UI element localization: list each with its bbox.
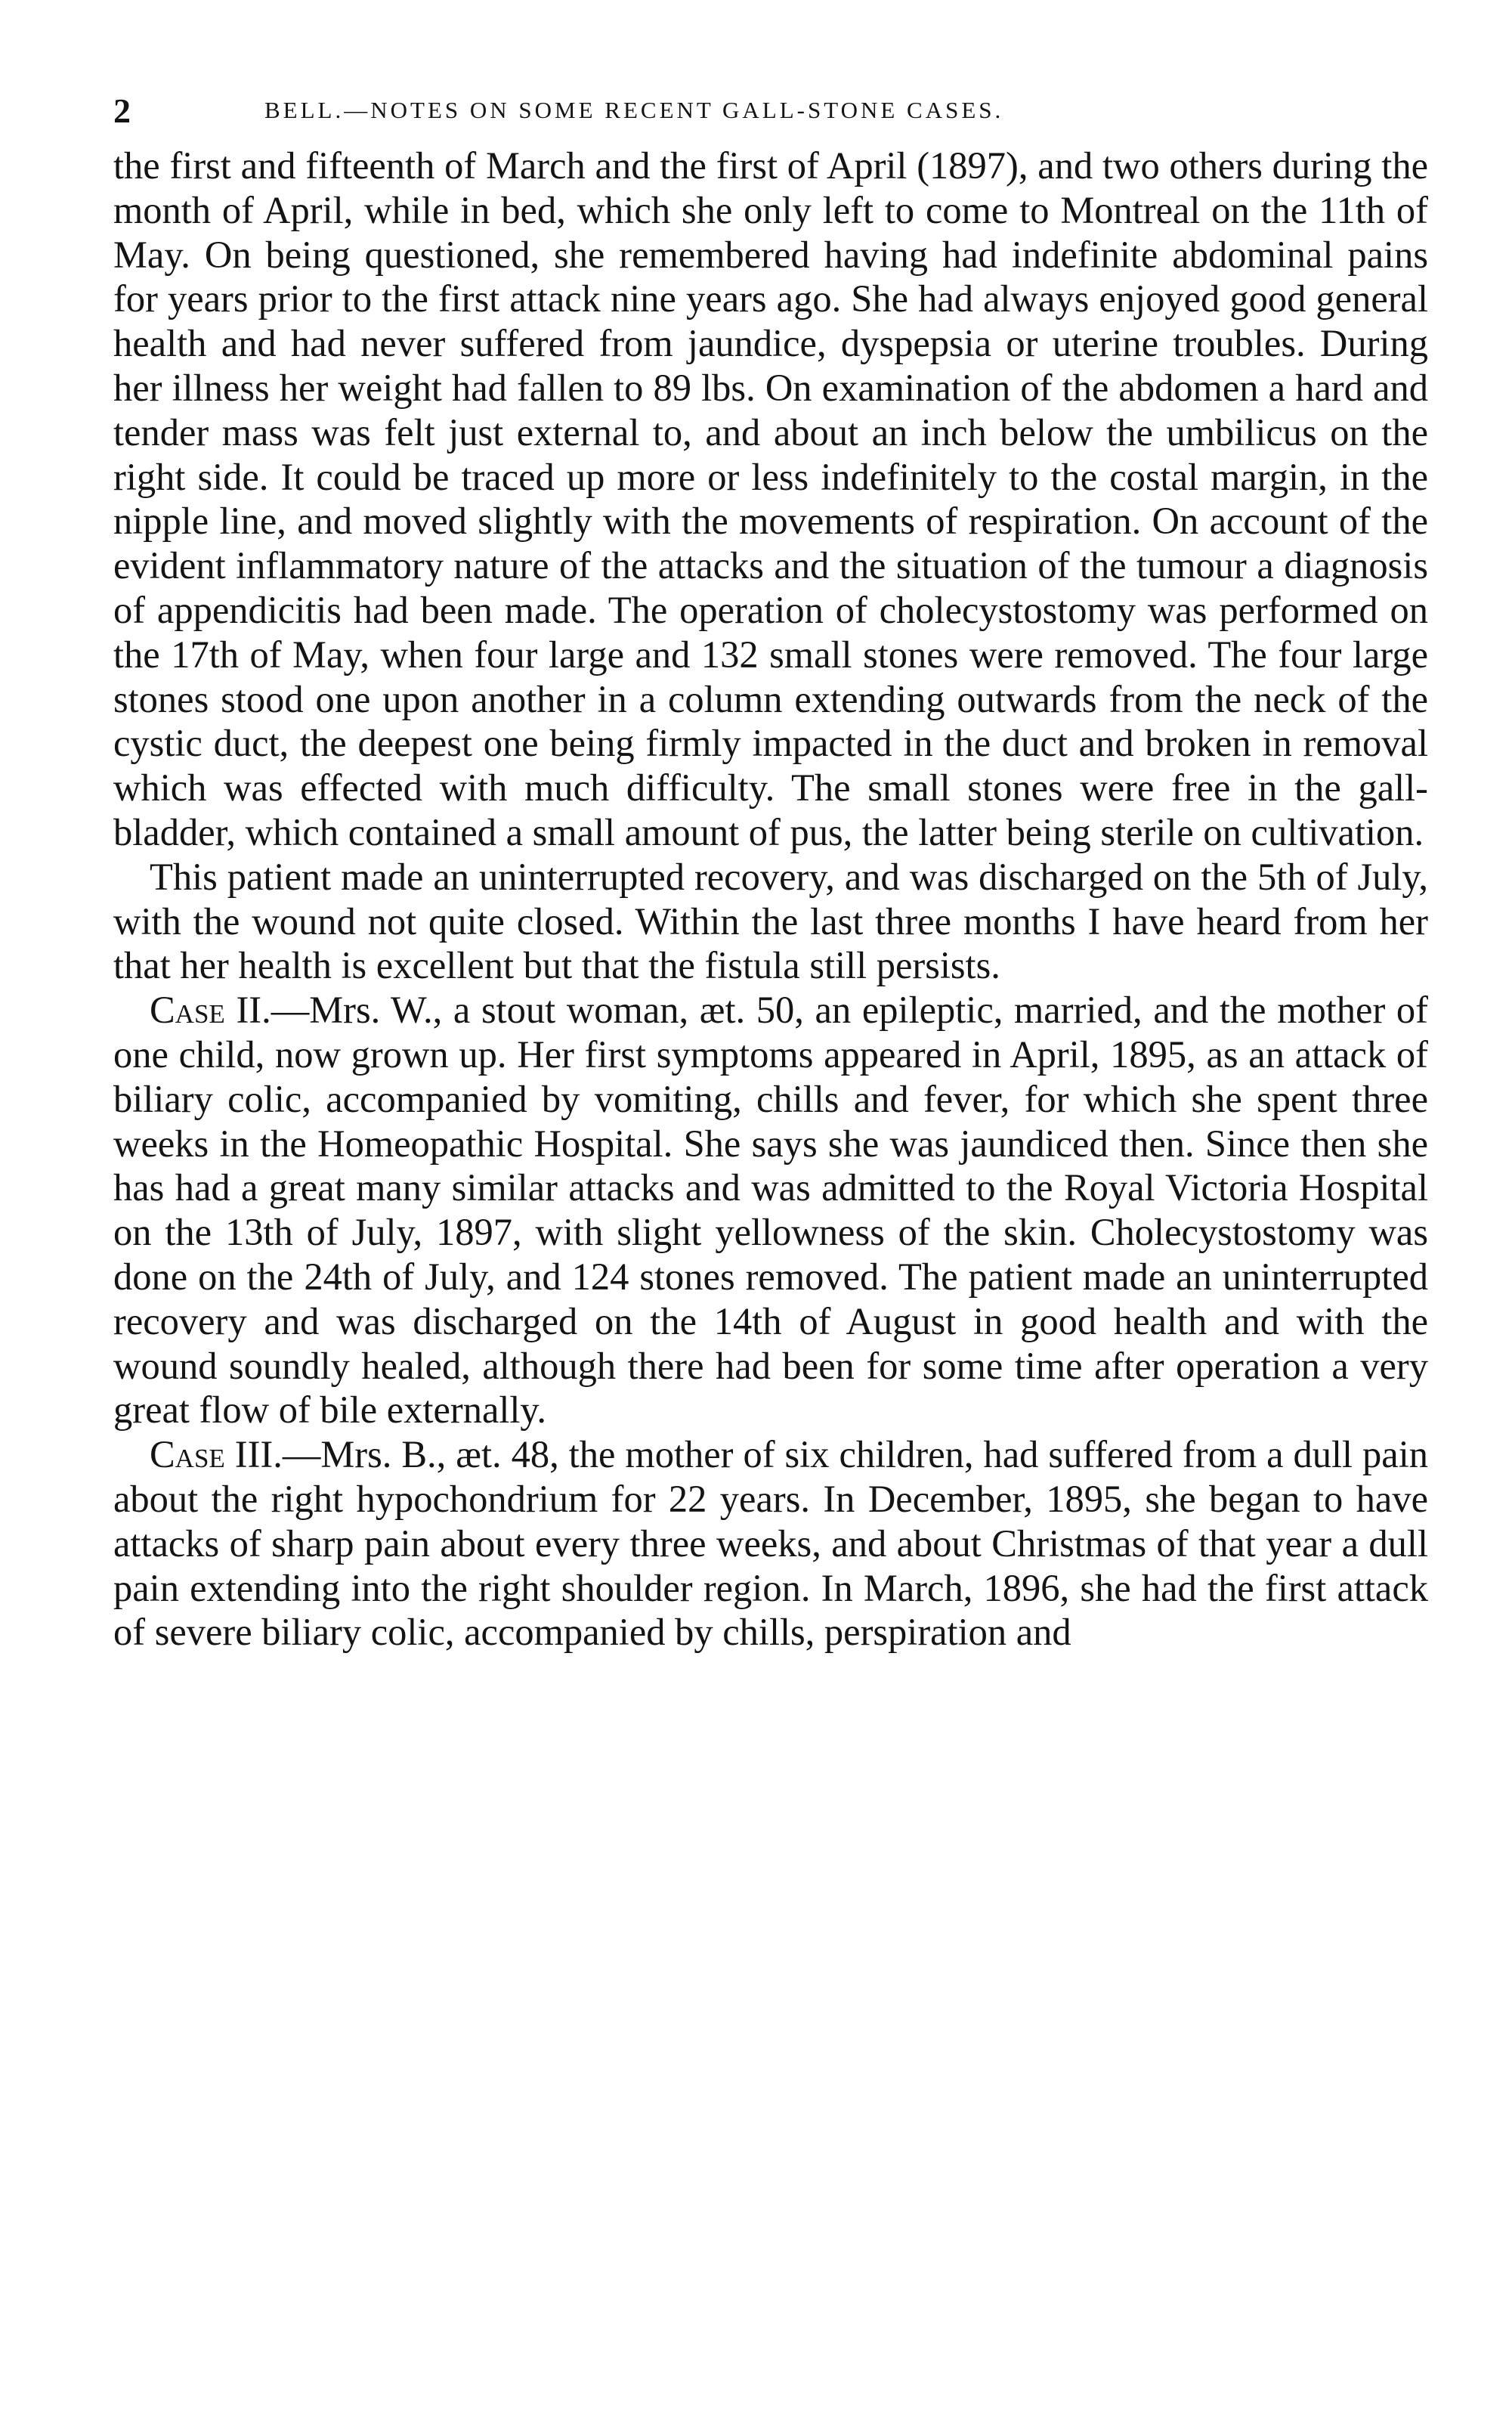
paragraph-continuation xyxy=(113,144,1428,855)
paragraph-text: —Mrs. B., æt. 48, the mother of six children, had suffered from a dull pain about the right hypochondrium for 22 years. In December, 1895, she began to have attacks of sharp pain about every three weeks, and about Christmas of that year a dull pain extending into the right shoulder region. In March, 1896, she had the first attack of severe biliary colic, accompanied by chills, perspiration and xyxy=(113,1433,1428,1654)
page-header xyxy=(113,76,1428,144)
case-label: Case III. xyxy=(150,1433,283,1476)
paragraph-text: —Mrs. W., a stout woman, æt. 50, an epileptic, married, and the mother of one child, now grown up. Her first symptoms appeared in April, 1895, as an attack of biliary colic, accompanied by vomiting, chills and fever, for which she spent three weeks in the Homeopathic Hospital. She says she was jaundiced then. Since then she has had a great many similar attacks and was admitted to the Royal Victoria Hospital on the 13th of July, 1897, with slight yellowness of the skin. Cholecystostomy was done on the 24th of July, and 124 stones removed. The patient made an uninterrupted recovery and was discharged on the 14th of August in good health and with the wound soundly healed, although there had been for some time after operation a very great flow of bile externally. xyxy=(113,989,1429,1432)
paragraph-case-3 xyxy=(113,1432,1428,1655)
running-head: BELL.—NOTES ON SOME RECENT GALL-STONE CASES. xyxy=(264,97,1004,123)
paragraph-text: This patient made an uninterrupted recovery, and was discharged on the 5th of July, with the wound not quite closed. Within the last three months I have heard from her that her health is excellent but that the fistula still persists. xyxy=(113,855,1428,987)
document-page xyxy=(113,76,1428,1655)
case-label: Case II. xyxy=(150,989,271,1032)
paragraph-text: the first and fifteenth of March and the first of April (1897), and two others during the month of April, while in bed, which she only left to come to Montreal on the 11th of May. On being questioned, she remembered having had indefinite abdominal pains for years prior to the first attack nine years ago. She had always enjoyed good general health and had never suffered from jaundice, dyspepsia or uterine troubles. During her illness her weight had fallen to 89 lbs. On examination of the abdomen a hard and tender mass was felt just external to, and about an inch below the umbilicus on the right side. It could be traced up more or less indefinitely to the costal margin, in the nipple line, and moved slightly with the movements of respiration. On account of the evident inflammatory nature of the attacks and the situation of the tumour a diagnosis of appendicitis had been made. The operation of cholecystostomy was performed on the 17th of May, when four large and 132 small stones were removed. The four large stones stood one upon another in a column extending outwards from the neck of the cystic duct, the deepest one being firmly impacted in the duct and broken in removal which was effected with much difficulty. The small stones were free in the gall-bladder, which contained a small amount of pus, the latter being sterile on cultivation. xyxy=(113,144,1428,853)
page-number: 2 xyxy=(113,91,131,130)
body-text xyxy=(113,144,1428,1655)
paragraph-case-2 xyxy=(113,988,1428,1432)
paragraph-recovery xyxy=(113,855,1428,988)
